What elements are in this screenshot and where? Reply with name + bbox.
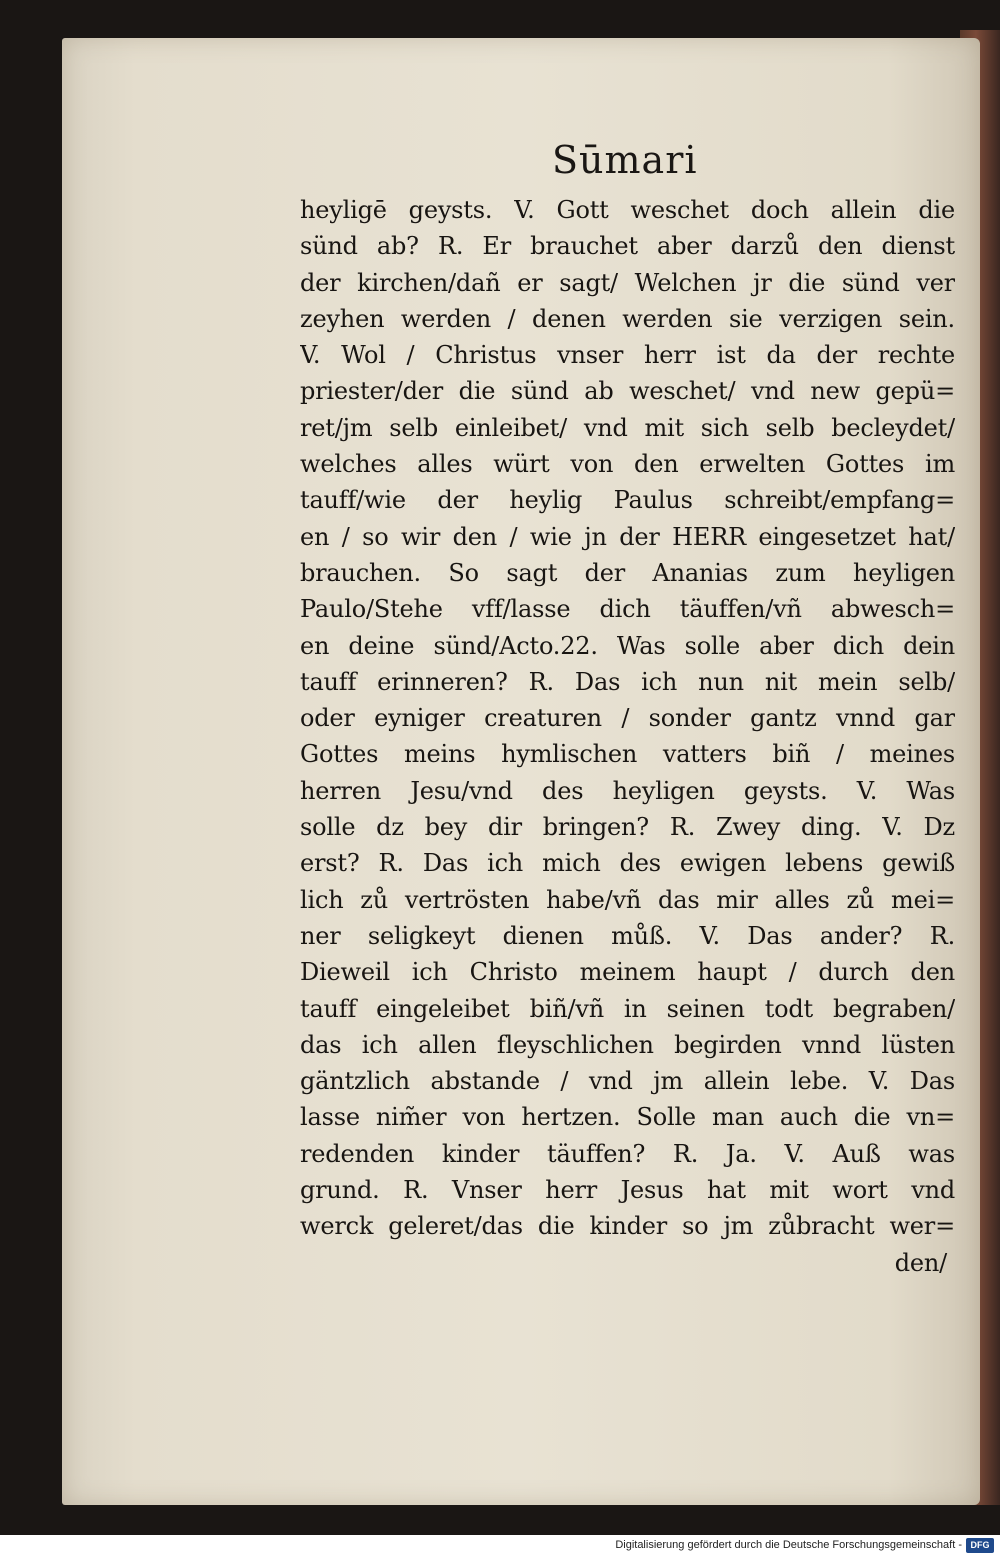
- text-block: [300, 192, 955, 1281]
- text-line: werck geleret/das die kinder so jm zůbracht wer=: [300, 1212, 955, 1241]
- text-line: welches alles würt von den erwelten Gottes im: [300, 450, 955, 479]
- running-head: Sūmari: [552, 138, 698, 182]
- text-line: tauff eingeleibet biñ/vñ in seinen todt begraben/: [300, 994, 955, 1023]
- text-line: der kirchen/dañ er sagt/ Welchen jr die sünd ver: [300, 268, 955, 297]
- text-line: Paulo/Stehe vff/lasse dich täuffen/vñ abwesch=: [300, 595, 955, 624]
- text-line: oder eyniger creaturen / sonder gantz vnnd gar: [300, 704, 955, 733]
- footer-bar: [0, 1535, 1000, 1558]
- text-line: lich zů vertrösten habe/vñ das mir alles zů mei=: [300, 885, 955, 914]
- text-line: Gottes meins hymlischen vatters biñ / meines: [300, 740, 955, 769]
- text-line: zeyhen werden / denen werden sie verzigen sein.: [300, 304, 955, 333]
- text-line: tauff erinneren? R. Das ich nun nit mein selb/: [300, 667, 955, 696]
- text-line: ner seligkeyt dienen můß. V. Das ander? R.: [300, 921, 955, 950]
- text-line: grund. R. Vnser herr Jesus hat mit wort vnd: [300, 1176, 955, 1205]
- text-line: en / so wir den / wie jn der HERR eingesetzet hat/: [300, 522, 955, 551]
- catchword: den/: [894, 1248, 947, 1277]
- text-line: herren Jesu/vnd des heyligen geysts. V. Was: [300, 776, 955, 805]
- text-line: lasse nim̃er von hertzen. Solle man auch die vn=: [300, 1103, 955, 1132]
- text-line: V. Wol / Christus vnser herr ist da der rechte: [300, 341, 955, 370]
- text-line: sünd ab? R. Er brauchet aber darzů den dienst: [300, 232, 955, 261]
- text-line: ret/jm selb einleibet/ vnd mit sich selb becleydet/: [300, 413, 955, 442]
- text-line: solle dz bey dir bringen? R. Zwey ding. V. Dz: [300, 813, 955, 842]
- text-line: priester/der die sünd ab weschet/ vnd new gepü=: [300, 377, 955, 406]
- text-line: redenden kinder täuffen? R. Ja. V. Auß was: [300, 1139, 955, 1168]
- dfg-logo: DFG: [966, 1538, 994, 1553]
- text-line: erst? R. Das ich mich des ewigen lebens gewiß: [300, 849, 955, 878]
- text-line: tauff/wie der heylig Paulus schreibt/empfang=: [300, 486, 955, 515]
- funding-credit: Digitalisierung gefördert durch die Deutsche Forschungsgemeinschaft -: [615, 1539, 962, 1551]
- text-line: das ich allen fleyschlichen begirden vnnd lüsten: [300, 1030, 955, 1059]
- text-line: gäntzlich abstande / vnd jm allein lebe. V. Das: [300, 1067, 955, 1096]
- text-line: en deine sünd/Acto.22. Was solle aber dich dein: [300, 631, 955, 660]
- text-line: heyligē geysts. V. Gott weschet doch allein die: [300, 196, 955, 224]
- text-line: brauchen. So sagt der Ananias zum heyligen: [300, 558, 955, 587]
- text-line: Dieweil ich Christo meinem haupt / durch den: [300, 958, 955, 987]
